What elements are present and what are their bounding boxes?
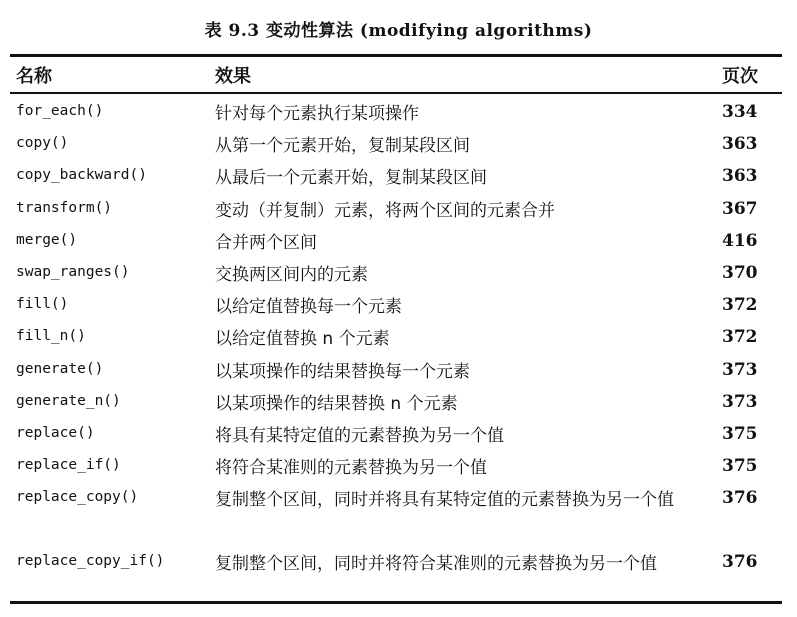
- table-top-rule: [10, 54, 782, 57]
- table-row: [0, 193, 797, 225]
- algorithm-effect: 将符合某准则的元素替换为另一个值: [215, 458, 487, 479]
- algorithm-name: copy_backward(): [16, 167, 147, 184]
- table-body: [0, 96, 797, 610]
- algorithm-name: replace(): [16, 424, 95, 441]
- table-row: [0, 354, 797, 386]
- table-caption: 表 9.3 变动性算法 (modifying algorithms): [204, 21, 593, 41]
- algorithm-effect: 以给定值替换每一个元素: [215, 297, 402, 318]
- table-row: [0, 160, 797, 192]
- algorithm-effect: 复制整个区间，同时并将具有某特定值的元素替换为另一个值: [215, 490, 674, 511]
- table-row: [0, 482, 797, 546]
- algorithm-name: copy(): [16, 135, 69, 152]
- algorithm-name: replace_copy_if(): [16, 553, 165, 570]
- algorithm-page: 363: [722, 134, 758, 155]
- algorithm-page: 375: [722, 423, 758, 444]
- table-row: [0, 450, 797, 482]
- algorithm-effect: 从最后一个元素开始，复制某段区间: [215, 168, 487, 189]
- algorithm-name: for_each(): [16, 103, 104, 119]
- algorithm-page: 376: [722, 488, 758, 509]
- algorithm-page: 370: [722, 262, 758, 283]
- header-page: 页次: [722, 66, 758, 87]
- table-row: [0, 96, 797, 128]
- header-name: 名称: [16, 66, 52, 87]
- algorithm-effect: 以给定值替换 n 个元素: [215, 329, 390, 350]
- algorithm-page: 334: [722, 102, 758, 122]
- algorithm-name: replace_copy(): [16, 489, 139, 506]
- table-row: [0, 418, 797, 450]
- algorithm-page: 376: [722, 552, 758, 573]
- algorithm-effect: 交换两区间内的元素: [215, 264, 368, 285]
- algorithm-page: 372: [722, 295, 758, 316]
- algorithm-name: merge(): [16, 231, 78, 248]
- table-header-rule: [10, 92, 782, 94]
- algorithm-effect: 合并两个区间: [215, 232, 317, 253]
- algorithm-page: 373: [722, 391, 758, 412]
- table-row: [0, 321, 797, 353]
- algorithm-effect: 将具有某特定值的元素替换为另一个值: [215, 425, 504, 446]
- table-row: [0, 386, 797, 418]
- algorithm-effect: 以某项操作的结果替换每一个元素: [215, 361, 470, 382]
- algorithm-name: fill(): [16, 296, 69, 313]
- algorithm-name: generate(): [16, 360, 104, 377]
- table-bottom-rule: [10, 601, 782, 604]
- table-row: [0, 225, 797, 257]
- algorithm-page: 372: [722, 327, 758, 348]
- table-row: [0, 289, 797, 321]
- table-row: [0, 128, 797, 160]
- algorithm-name: swap_ranges(): [16, 263, 130, 280]
- algorithm-page: 375: [722, 456, 758, 477]
- header-effect: 效果: [215, 66, 251, 87]
- algorithm-effect: 变动（并复制）元素，将两个区间的元素合并: [215, 200, 555, 221]
- algorithm-effect: 以某项操作的结果替换 n 个元素: [215, 393, 458, 414]
- algorithm-effect: 针对每个元素执行某项操作: [215, 104, 419, 124]
- algorithm-page: 373: [722, 359, 758, 380]
- table-row: [0, 257, 797, 289]
- algorithm-page: 416: [722, 230, 758, 251]
- algorithm-page: 367: [722, 198, 758, 219]
- algorithm-effect: 从第一个元素开始，复制某段区间: [215, 136, 470, 157]
- algorithm-name: fill_n(): [16, 328, 86, 345]
- algorithm-effect: 复制整个区间，同时并将符合某准则的元素替换为另一个值: [215, 554, 657, 575]
- algorithm-name: generate_n(): [16, 392, 121, 409]
- algorithm-name: transform(): [16, 199, 113, 216]
- algorithm-name: replace_if(): [16, 457, 121, 474]
- algorithm-page: 363: [722, 166, 758, 187]
